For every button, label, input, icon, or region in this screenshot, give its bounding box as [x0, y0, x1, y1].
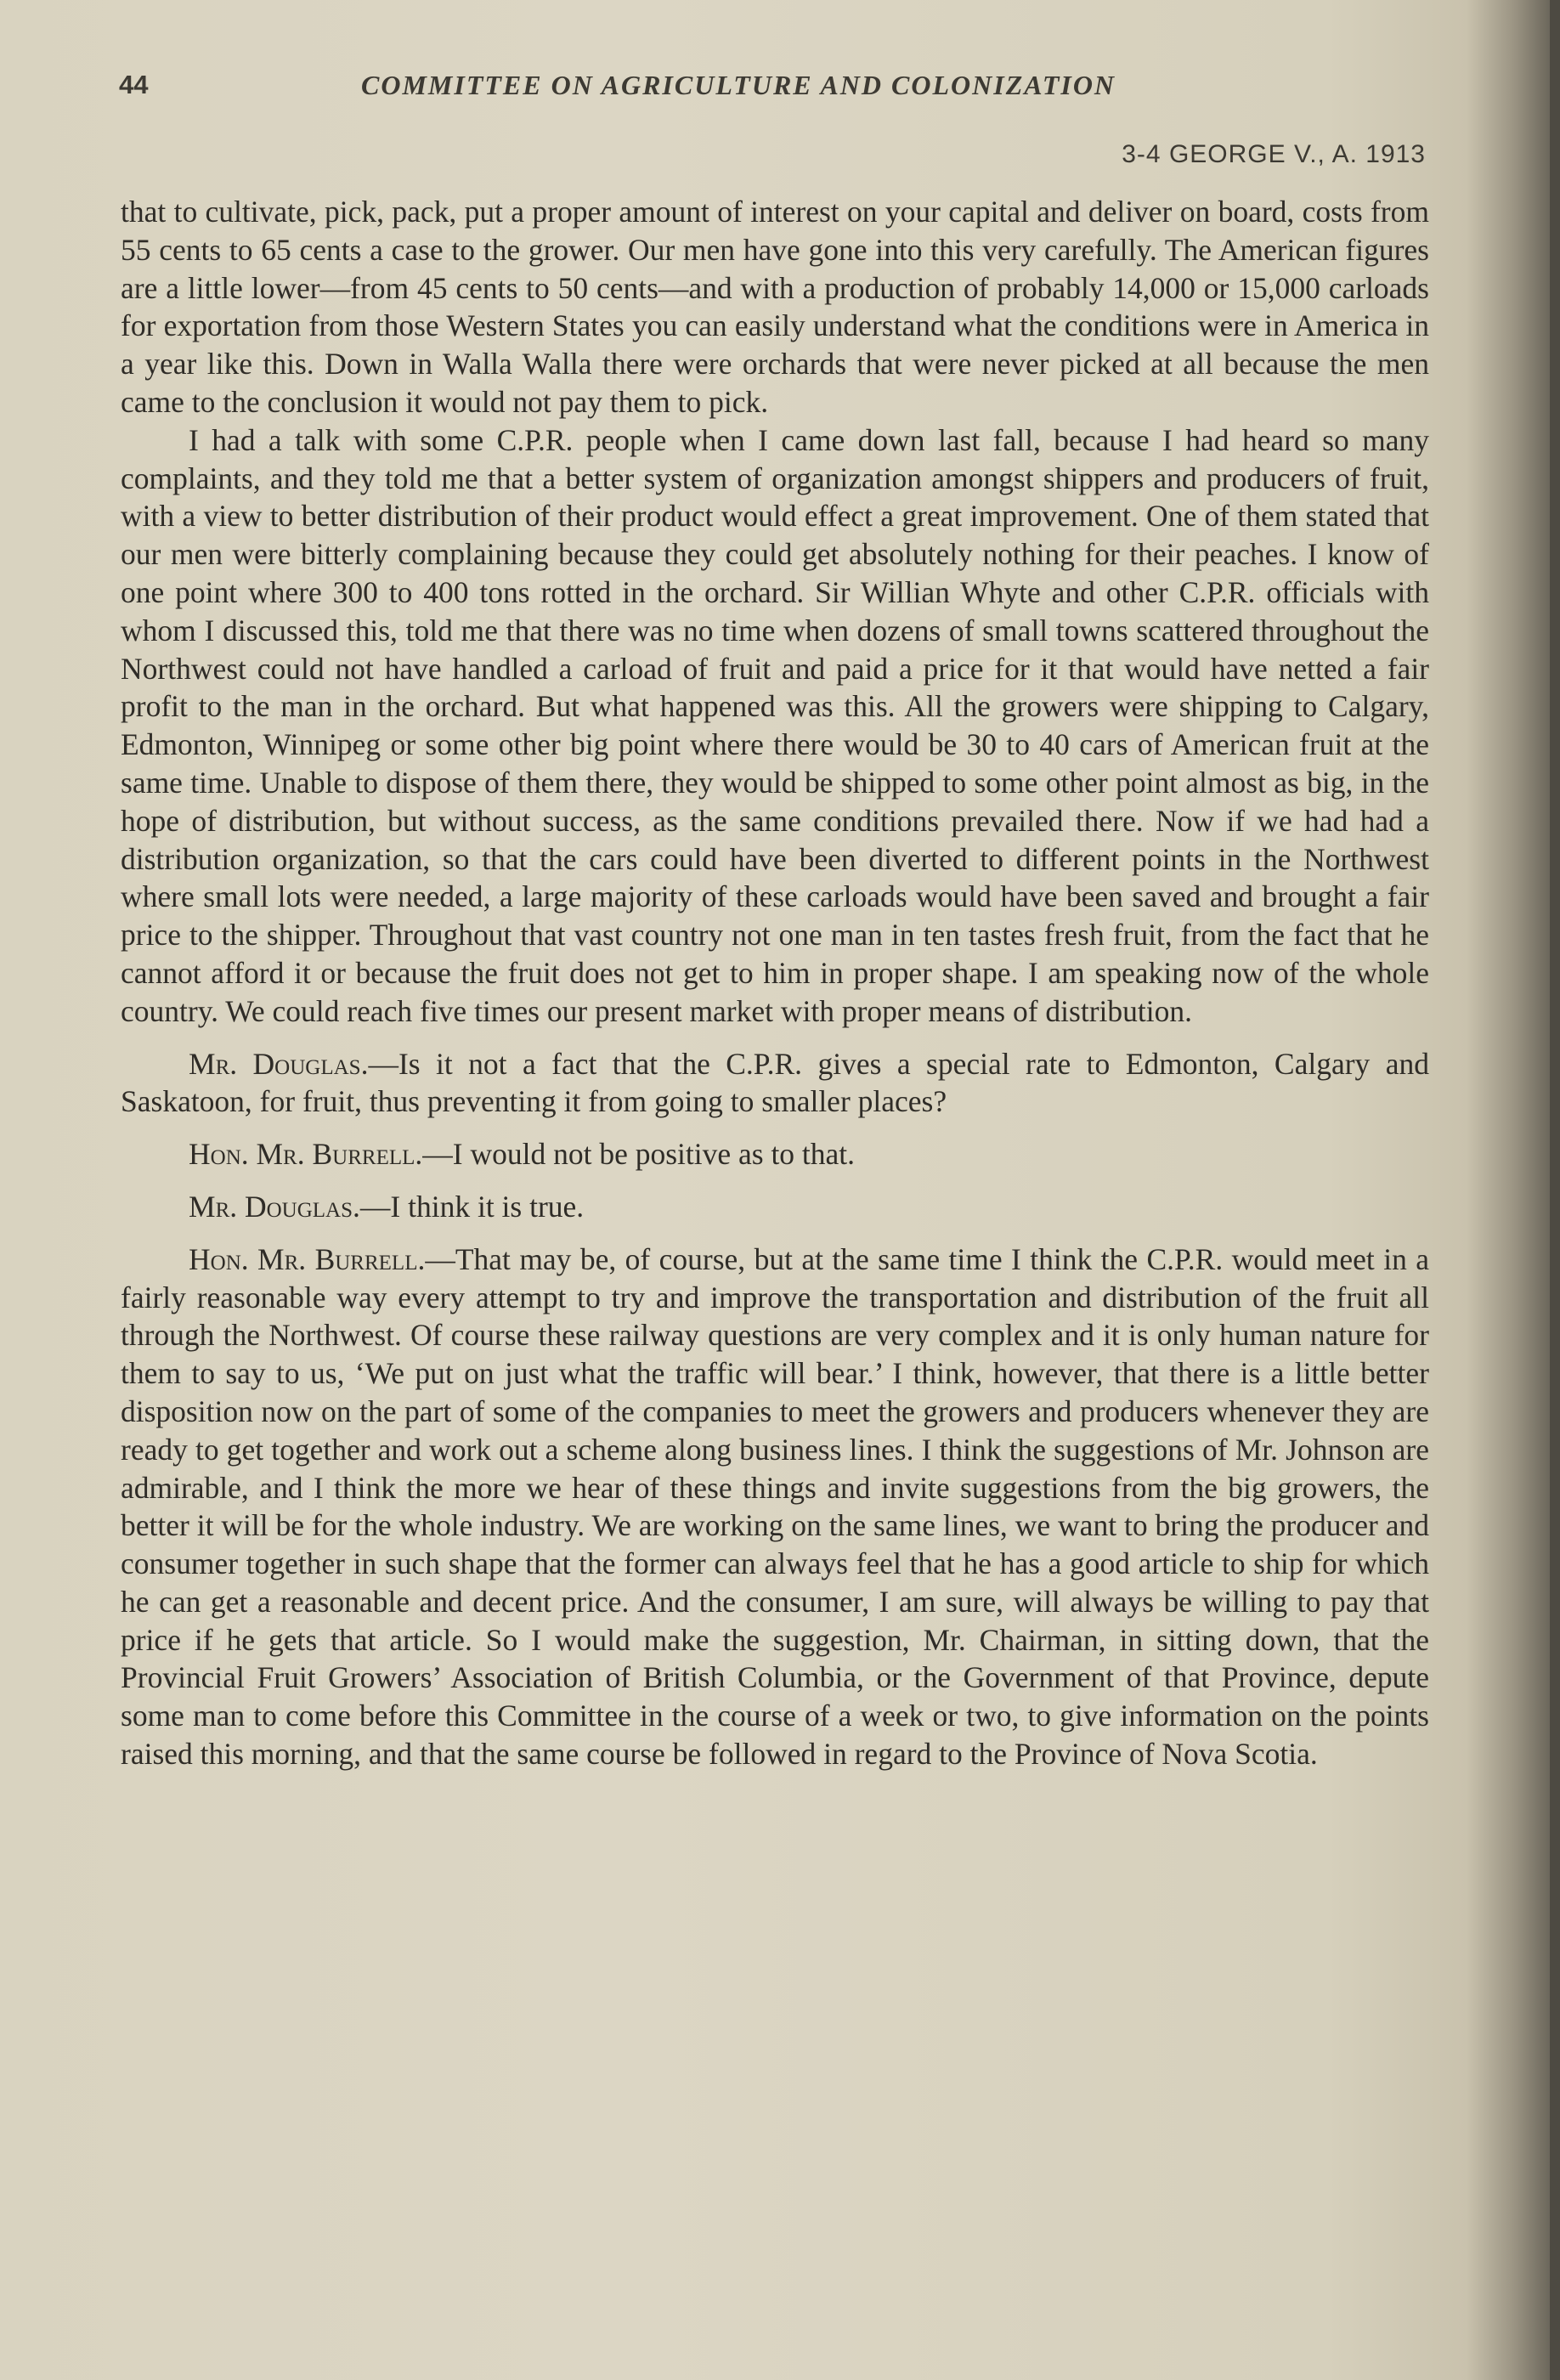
page-number: 44: [119, 70, 149, 99]
speaker-name: Hon. Mr. Burrell.: [189, 1137, 423, 1172]
speech-text: —That may be, of course, but at the same time I think the C.P.R. would meet in a fairly reasonable way every attempt to try and improve the transportation and distribution of the fruit all through the Northwest. Of course these railway questions are very complex and it is only human nature for them to say to us, ‘We put on just what the traffic will bear.’ I think, however, that there is a little better disposition now on the part of some of the companies to meet the growers and producers whenever they are ready to get together and work out a scheme along business lines. I think the suggestions of Mr. Johnson are admirable, and I think the more we hear of these things and invite suggestions from the big growers, the better it will be for the whole industry. We are working on the same lines, we want to bring the producer and consumer together in such shape that the former can always feel that he has a good article to ship for which he can get a reasonable and decent price. And the consumer, I am sure, will always be willing to pay that price if he gets that article. So I would make the suggestion, Mr. Chairman, in sitting down, that the Provincial Fruit Growers’ Association of British Columbia, or the Government of that Province, depute some man to come before this Committee in the course of a week or two, to give information on the points raised this morning, and that the same course be followed in regard to the Province of Nova Scotia.: [121, 1241, 1429, 1772]
speech-text: —I think it is true.: [359, 1189, 585, 1224]
paragraph-douglas-reply: [121, 1188, 1429, 1226]
speaker-name: Mr. Douglas.: [189, 1046, 369, 1081]
page-edge-shadow: [1550, 0, 1560, 2380]
speech-text: —Is it not a fact that the C.P.R. gives a special rate to Edmonton, Calgary and Saskatoon, for fruit, thus preventing it from going to smaller places?: [121, 1046, 1429, 1119]
paragraph-continuation: that to cultivate, pick, pack, put a proper amount of interest on your capital and deliver on board, costs from 55 cents to 65 cents a case to the grower. Our men have gone into this very carefully. The American figures are a little lower—from 45 cents to 50 cents—and with a production of probably 14,000 or 15,000 carloads for exportation from those Western States you can easily understand what the conditions were in America in a year like this. Down in Walla Walla there were orchards that were never picked at all because the men came to the conclusion it would not pay them to pick.: [121, 195, 1429, 419]
session-reference: 3-4 GEORGE V., A. 1913: [1122, 140, 1426, 168]
body-text: [121, 193, 1429, 1773]
paragraph-douglas-question: [121, 1045, 1429, 1122]
running-head: [119, 70, 1419, 112]
speaker-name: Mr. Douglas.: [189, 1189, 360, 1224]
paragraph-cpr-discussion: I had a talk with some C.P.R. people when I came down last fall, because I had heard so many complaints, and they told me that a better system of organization amongst shippers and producers of fruit, with a view to better distribution of their product would effect a great improvement. One of them stated that our men were bitterly complaining because they could get absolutely nothing for their peaches. I know of one point where 300 to 400 tons rotted in the orchard. Sir Willian Whyte and other C.P.R. officials with whom I discussed this, told me that there was no time when dozens of small towns scattered throughout the Northwest could not have handled a carload of fruit and paid a price for it that would have netted a fair profit to the man in the orchard. But what happened was this. All the growers were shipping to Calgary, Edmonton, Winnipeg or some other big point where there would be 30 to 40 cars of American fruit at the same time. Unable to dispose of them there, they would be shipped to some other point almost as big, in the hope of distribution, but without success, as the same conditions prevailed there. Now if we had had a distribution organization, so that the cars could have been diverted to different points in the Northwest where small lots were needed, a large majority of these carloads would have been saved and brought a fair price to the shipper. Throughout that vast country not one man in ten tastes fresh fruit, from the fact that he cannot afford it or because the fruit does not get to him in proper shape. I am speaking now of the whole country. We could reach five times our present market with proper means of distribution.: [121, 422, 1429, 1028]
paragraph-burrell-reply: [121, 1135, 1429, 1173]
running-title: COMMITTEE ON AGRICULTURE AND COLONIZATION: [361, 70, 1116, 100]
speech-text: —I would not be positive as to that.: [422, 1137, 856, 1172]
speaker-name: Hon. Mr. Burrell.: [189, 1241, 426, 1276]
paragraph-burrell-statement: [121, 1241, 1429, 1773]
